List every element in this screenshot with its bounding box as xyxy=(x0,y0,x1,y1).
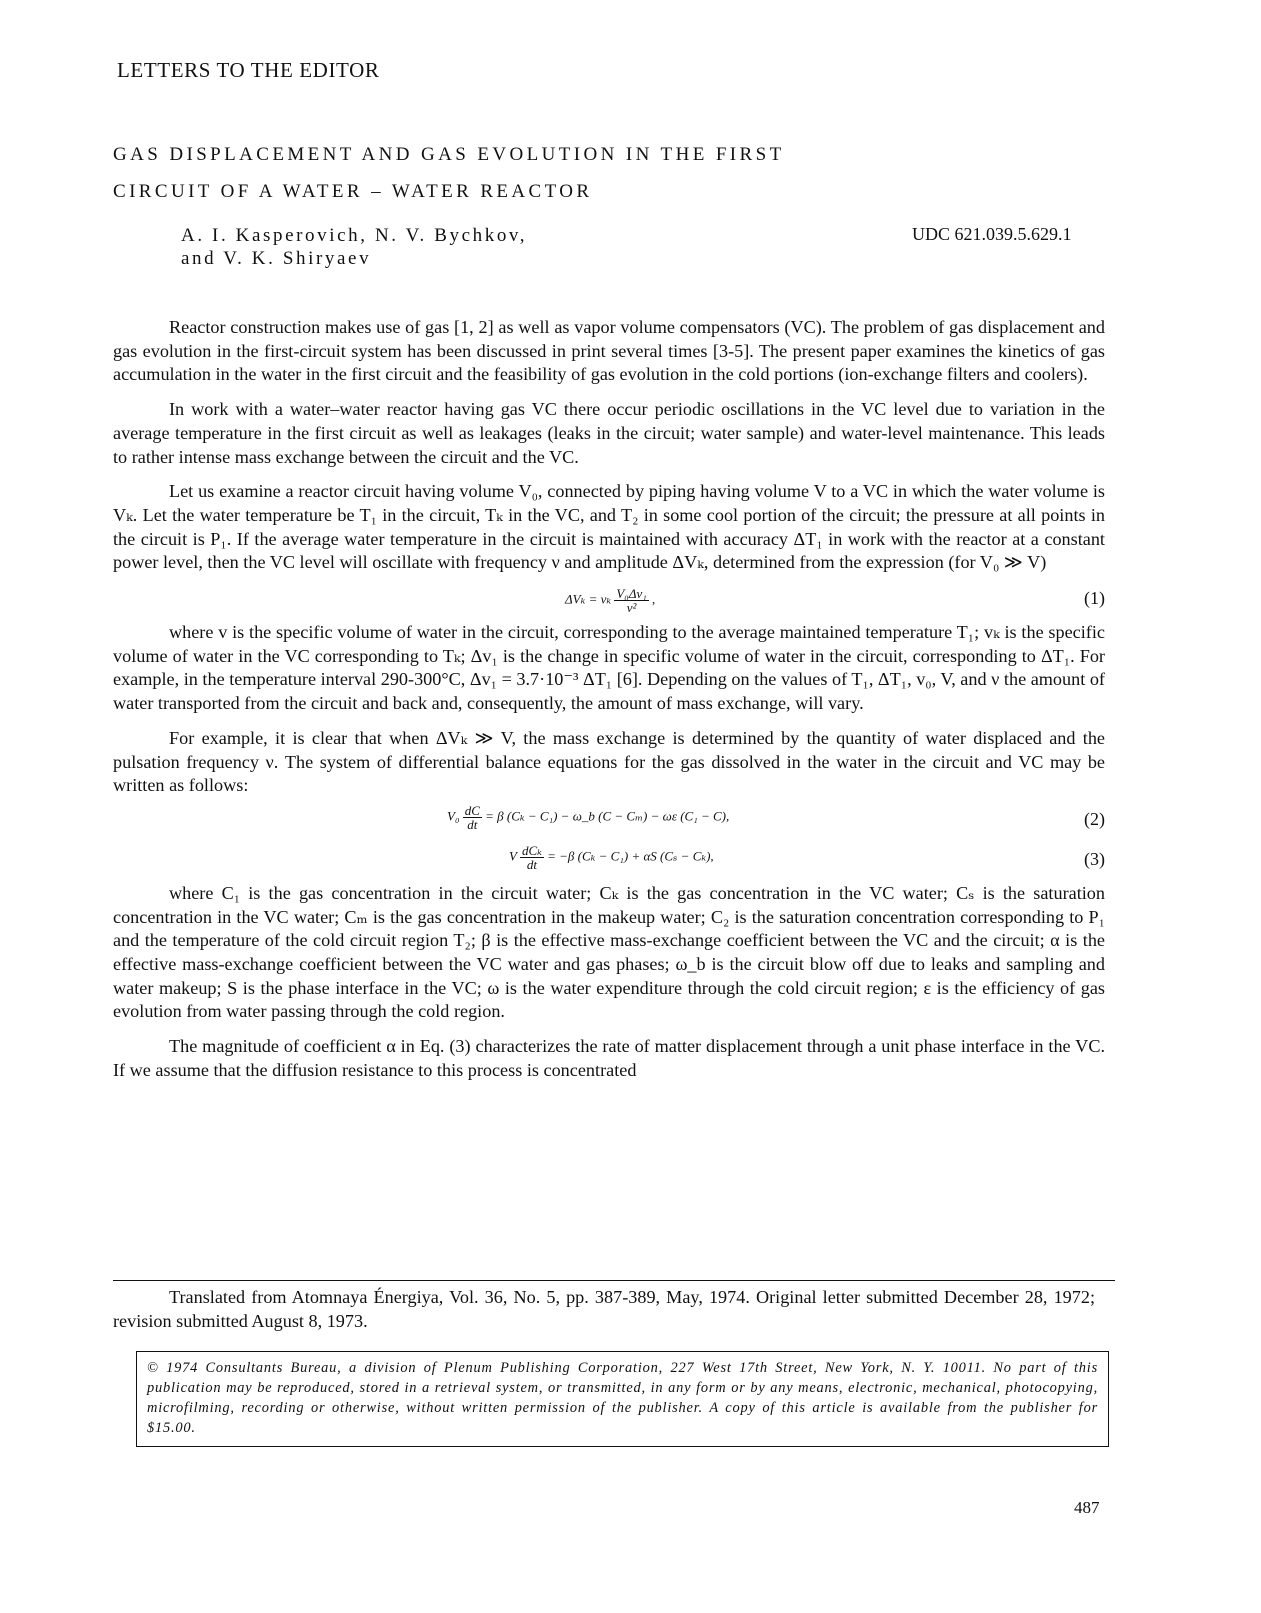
authors xyxy=(181,224,741,270)
article-title xyxy=(113,136,1013,210)
paragraph-2: In work with a water–water reactor having gas VC there occur periodic oscillations in the VC level due to variation in the average temperature in the first circuit as well as leakages (leaks in the circuit; water sample) and water-level maintenance. This leads to rather intense mass exchange between the circuit and the VC. xyxy=(113,399,1105,467)
udc-code: UDC 621.039.5.629.1 xyxy=(912,224,1072,244)
authors-line-2: and V. K. Shiryaev xyxy=(181,248,372,269)
equation-2-rhs: = β (Cₖ − C₁) − ω_b (C − Cₘ) − ωε (C₁ − C), xyxy=(485,808,730,824)
equation-1-denominator: v² xyxy=(626,600,637,616)
equation-2-lhs: V₀ xyxy=(447,808,460,824)
equation-2-fraction xyxy=(463,804,482,831)
title-line-1: GAS DISPLACEMENT AND GAS EVOLUTION IN THE FIRST xyxy=(113,144,785,165)
paragraph-3: Let us examine a reactor circuit having volume V₀, connected by piping having volume V to a VC in which the water volume is Vₖ. Let the water temperature be T₁ in the circuit, Tₖ in the VC, and T₂ in some cool portion of the circuit; the pressure at all points in the circuit is P₁. If the average water temperature in the circuit is maintained with accuracy ΔT₁ in work with the reactor at a constant power level, then the VC level will oscillate with frequency ν and amplitude ΔVₖ, determined from the expression (for V₀ ≫ V) xyxy=(113,481,1105,573)
equation-3-denominator: dt xyxy=(526,856,537,872)
equation-3-rhs: = −β (Cₖ − C₁) + αS (Cₛ − Cₖ), xyxy=(547,848,714,864)
equation-1 xyxy=(113,579,1105,619)
translation-note: Translated from Atomnaya Énergiya, Vol. 36, No. 5, pp. 387-389, May, 1974. Original letter submitted December 28, 1972; revision submitted August 8, 1973. xyxy=(113,1287,1095,1331)
paragraph-5: For example, it is clear that when ΔVₖ ≫ V, the mass exchange is determined by the quantity of water displaced and the pulsation frequency ν. The system of differential balance equations for the gas dissolved in the water in the circuit and VC may be written as follows: xyxy=(113,727,1105,796)
equation-1-fraction xyxy=(614,587,648,614)
equation-3-label: (3) xyxy=(1084,848,1105,869)
equation-1-label: (1) xyxy=(1084,588,1105,609)
equation-3-fraction xyxy=(520,844,544,871)
section-heading: LETTERS TO THE EDITOR xyxy=(117,58,380,82)
paragraph-7: The magnitude of coefficient α in Eq. (3) characterizes the rate of matter displacement through a unit phase interface in the VC. If we assume that the diffusion resistance to this process is concentrated xyxy=(113,1036,1105,1080)
equation-1-numerator: V₀Δv₁ xyxy=(616,586,647,602)
equation-2-label: (2) xyxy=(1084,808,1105,829)
title-line-2: CIRCUIT OF A WATER – WATER REACTOR xyxy=(113,181,593,202)
equation-2-numerator: dC xyxy=(464,802,480,818)
equation-1-tail: , xyxy=(652,591,656,607)
equation-3 xyxy=(113,840,1105,880)
equation-1-lhs: ΔVₖ = vₖ xyxy=(565,591,612,607)
paragraph-6: where C₁ is the gas concentration in the circuit water; Cₖ is the gas concentration in the VC water; Cₛ is the saturation concentration in the VC water; Cₘ is the gas concentration in the makeup water; C₂ is the saturation concentration corresponding to P₁ and the temperature of the cold circuit region T₂; β is the effective mass-exchange coefficient between the VC and the circuit; α is the effective mass-exchange coefficient between the VC water and gas phases; ω_b is the circuit blow off due to leaks and sampling and water makeup; S is the phase interface in the VC; ω is the water expenditure through the cold circuit region; ε is the efficiency of gas evolution from water passing through the cold region. xyxy=(113,882,1105,1022)
copyright-box: © 1974 Consultants Bureau, a division of Plenum Publishing Corporation, 227 West 17th Street, New York, N. Y. 10011. No part of this publication may be reproduced, stored in a retrieval system, or transmitted, in any form or by any means, electronic, mechanical, photocopying, microfilming, recording or otherwise, without written permission of the publisher. A copy of this article is available from the publisher for $15.00. xyxy=(136,1351,1109,1447)
paragraph-4: where v is the specific volume of water in the circuit, corresponding to the average maintained temperature T₁; vₖ is the specific volume of water in the VC corresponding to Tₖ; Δv₁ is the change in specific volume of water in the circuit, corresponding to ΔT₁. For example, in the temperature interval 290-300°C, Δv₁ = 3.7·10⁻³ ΔT₁ [6]. Depending on the values of T₁, ΔT₁, v₀, V, and ν the amount of water transported from the circuit and back and, consequently, the amount of mass exchange, will vary. xyxy=(113,622,1105,714)
authors-line-1: A. I. Kasperovich, N. V. Bychkov, xyxy=(181,225,528,246)
article-body xyxy=(113,316,1105,1094)
equation-3-lhs: V xyxy=(509,848,517,864)
footnote-divider xyxy=(113,1280,1115,1281)
paragraph-1: Reactor construction makes use of gas [1, 2] as well as vapor volume compensators (VC). The problem of gas displacement and gas evolution in the first-circuit system has been discussed in print several times [3-5]. The present paper examines the kinetics of gas accumulation in the water in the first circuit and the feasibility of gas evolution in the cold portions (ion-exchange filters and coolers). xyxy=(113,317,1105,385)
equation-2 xyxy=(113,802,1105,836)
page-number: 487 xyxy=(1074,1498,1100,1517)
equation-3-numerator: dCₖ xyxy=(521,842,542,858)
equation-2-denominator: dt xyxy=(467,816,478,832)
